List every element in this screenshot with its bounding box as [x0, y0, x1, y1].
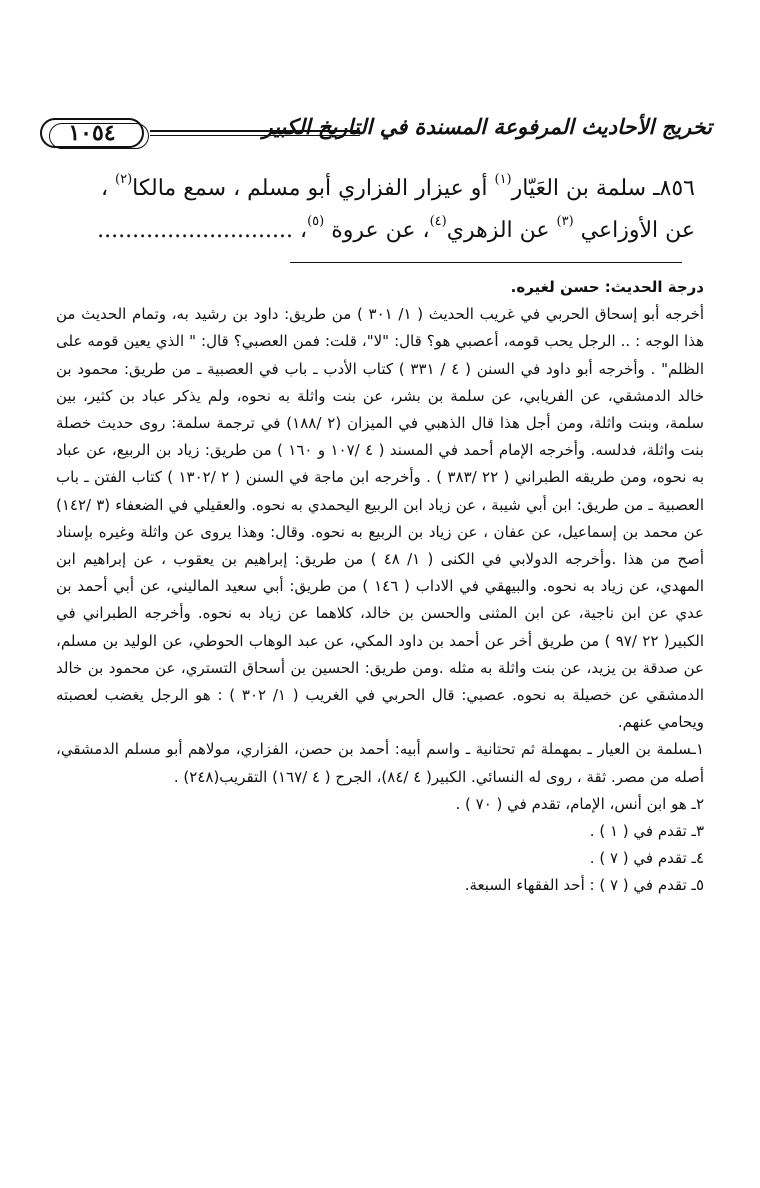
footnote-ref-4: (٤): [429, 214, 447, 229]
main-text: [56, 274, 704, 900]
page-header: [40, 112, 712, 152]
footnote-ref-5: (٥): [307, 214, 325, 229]
footnote-3: ٣ـ تقدم في ( ١ ) .: [589, 822, 704, 841]
footnote-5: ٥ـ تقدم في ( ٧ ) : أحد الفقهاء السبعة.: [464, 876, 704, 895]
section-divider: [290, 262, 682, 263]
footnote-ref-1: (١): [494, 172, 512, 187]
footnote-ref-3: (٣): [556, 214, 574, 229]
grade-value: حسن لغيره.: [510, 278, 605, 296]
grade-label: درجة الحديث:: [604, 278, 704, 296]
hadith-grade: [56, 274, 704, 301]
footnote-4: ٤ـ تقدم في ( ٧ ) .: [589, 849, 704, 868]
entry-line-2: عن الأوزاعي $^{(٣)}$ عن الزهري$^{(٤)}$، عن عروة $^{(٥)}$، ............................: [97, 214, 695, 243]
takhrij-paragraph: أخرجه أبو إسحاق الحربي في غريب الحديث ( ١/ ٣٠١ ) من طريق: داود بن رشيد به، وتمام الحديث من هذا الوجه : .. الرجل يحب قومه، أعصبي هو؟ قال: "لا"، قلت: فمن العصبي؟ قال: " الذي يعين قومه على الظلم" . وأخرجه أبو داود في السنن ( ٤ / ٣٣١ ) كتاب الأدب ـ باب في العصبية ـ من طريق: محمود بن خالد الدمشقي، عن الفريابي، عن سلمة بن بشر، عن بنت واثلة به نحوه، ولم يذكر عباد بن كثير، بين سلمة، وبنت واثلة، ومن أجل هذا قال الذهبي في الميزان (٢ /١٨٨) في ترجمة سلمة: روى حديث خصلة بنت واثلة، فدلسه. وأخرجه الإمام أحمد في المسند ( ٤ /١٠٧ و ١٦٠ ) من طريق: زياد بن الربيع، عن عباد به نحوه، ومن طريقه الطبراني ( ٢٢ /٣٨٣ ) . وأخرجه ابن ماجة في السنن ( ٢ /١٣٠٢ ) كتاب الفتن ـ باب العصبية ـ من طريق: ابن أبي شيبة ، عن زياد ابن الربيع اليحمدي به نحوه. والعقيلي في الضعفاء (٣ /١٤٢) عن محمد بن إسماعيل، عن عفان ، عن زياد بن الربيع به نحوه. وقال: وهذا يروى عن واثلة وغيره بإسناد أصح من هذا .وأخرجه الدولابي في الكنى ( ١/ ٤٨ ) من طريق: إبراهيم بن يعقوب ، عن إبراهيم ابن المهدي، عن زياد به نحوه. والبيهقي في الاداب ( ١٤٦ ) من طريق: أبي سعيد الماليني، عن أبي أحمد بن عدي عن ابن ناجية، عن ابن المثنى والحسن بن خالد، كلاهما عن زياد به نحوه. وأخرجه الطبراني في الكبير( ٢٢ /٩٧ ) من طريق أخر عن أحمد بن داود المكي، عن عبد الوهاب الحوطي، عن الوليد بن مسلم، عن صدقة بن يزيد، عن بنت واثلة به مثله .ومن طريق: الحسين بن أسحاق التستري، عن محمود بن خالد الدمشقي عن خصيلة به نحوه. عصبي: قال الحربي في الغريب ( ١/ ٣٠٢ ) : هو الرجل يغضب لعصبته ويحامي عنهم.: [56, 305, 705, 732]
footnote-1: ١ـسلمة بن العيار ـ بمهملة ثم تحتانية ـ واسم أبيه: أحمد بن حصن، الفزاري، مولاهم أبو مسلم الدمشقي، أصله من مصر. ثقة ، روى له النسائي. الكبير( ٤ /٨٤)، الجرح ( ٤ /١٦٧) التقريب(٢٤٨) .: [56, 740, 704, 786]
ellipsis-dots: ............................: [97, 218, 293, 243]
page-number: ١٠٥٤: [40, 118, 144, 148]
running-title: تخريج الأحاديث المرفوعة المسندة في التاريخ الكبير: [262, 114, 712, 139]
entry-heading: [40, 168, 695, 252]
entry-line-1: ٨٥٦ـ سلمة بن العَيّار$^{(١)}$ أو عيزار الفزاري أبو مسلم ، سمع مالكا$^{(٢)}$ ،: [100, 172, 695, 201]
footnote-ref-2: (٢): [115, 172, 133, 187]
footnote-2: ٢ـ هو ابن أنس، الإمام، تقدم في ( ٧٠ ) .: [455, 794, 704, 813]
